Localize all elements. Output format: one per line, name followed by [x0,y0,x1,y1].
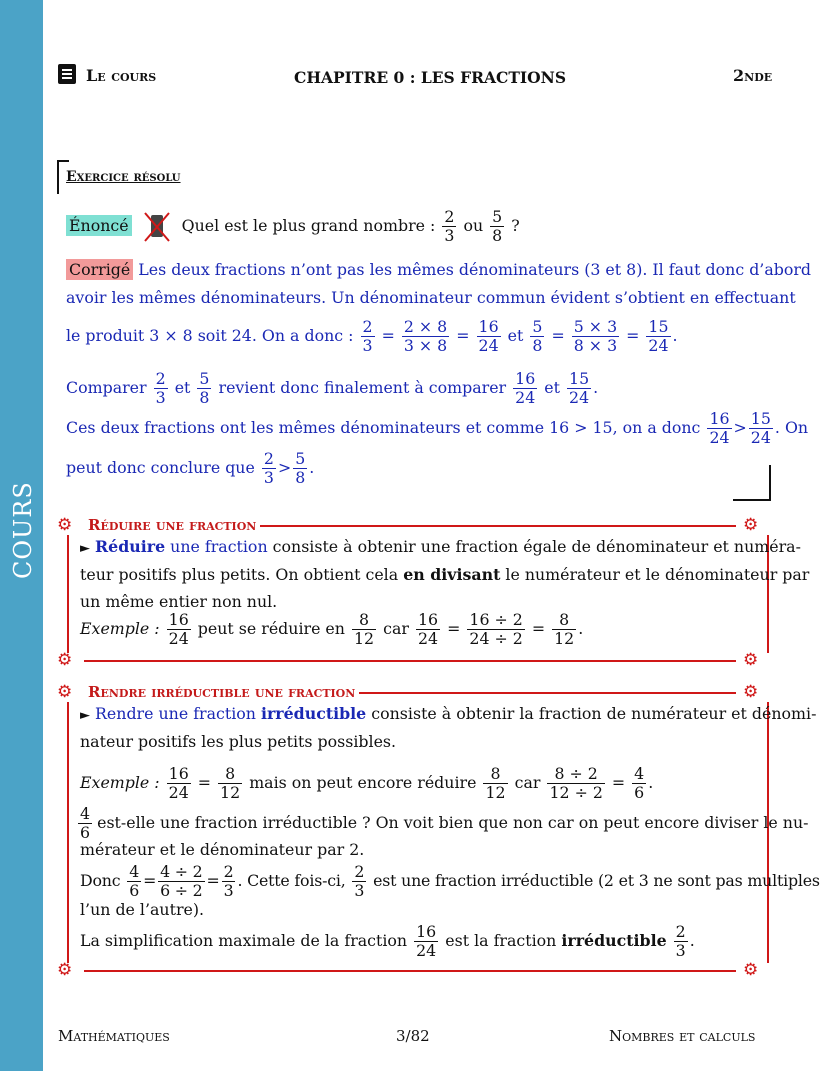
triangle-bullet-icon: ► [80,708,90,723]
fraction: $\frac{5}{8}$ [492,206,503,245]
box-corner-bottom [769,465,771,501]
section1-line-3: un même entier non nul. [80,592,278,611]
word-et: et [174,378,191,397]
term-irreductible: irréductible [260,704,367,723]
corrige-line-2: avoir les mêmes dénominateurs. Un dénominateur commun évident s’obtient en effectuant [66,288,796,307]
gear-icon: ⚙ [57,682,73,702]
section1-bottom-rule [84,660,736,662]
fraction: $\frac{8}{12}$ [220,763,241,802]
fraction: $\frac{2}{3}$ [155,368,166,407]
gear-icon: ⚙ [743,515,759,535]
section2-title: Rendre irréductible une fraction [84,683,359,701]
fraction: $\frac{8 \div 2}{12 \div 2}$ [549,763,603,802]
footer-left: Mathématiques [58,1027,170,1045]
section1-title: Réduire une fraction [84,516,260,534]
fraction: $\frac{4}{6}$ [634,763,645,802]
header-right: 2nde [733,66,773,85]
corrige-text-3: le produit 3 × 8 soit 24. On a donc : [66,326,354,345]
enonce-line [66,205,520,247]
fraction: $\frac{5 \times 3}{8 \times 3}$ [573,316,618,355]
section2-line-2: nateur positifs les plus petits possibles. [80,732,397,751]
box-corner-bottom-h [733,499,771,501]
section2-question-2: mérateur et le dénominateur par 2. [80,840,365,859]
corrige-line-6: peut donc conclure que $\frac{2}{3}$ > $\frac{5}{8}$ . [66,448,315,487]
fraction: $\frac{15}{24}$ [750,408,771,447]
book-icon [58,64,76,84]
term-reduire: Réduire [95,537,166,556]
fraction: $\frac{2 \times 8}{3 \times 8}$ [403,316,448,355]
corrige-line-4: Comparer $\frac{2}{3}$ et $\frac{5}{8}$ revient donc finalement à comparer $\frac{16}{24}$ et $\frac{15}{24}$ . [66,368,599,407]
fraction: $\frac{15}{24}$ [648,316,669,355]
section2-donc: Donc $\frac{4}{6}$ = $\frac{4 \div 2}{6 \div 2}$ = $\frac{2}{3}$ . Cette fois-ci, $\frac{2}{3}$ est une fraction irréductible (2 et 3 ne sont pas multiples [80,861,820,900]
section2-donc-2: l’un de l’autre). [80,900,205,919]
term-fraction: une fraction [170,537,268,556]
example-label: Exemple : [80,773,160,792]
fraction: $\frac{16}{24}$ [168,763,189,802]
question-text: Quel est le plus grand nombre : [181,216,436,235]
word-or: ou [463,216,484,235]
compare-text: Comparer [66,378,147,397]
section2-summary: La simplification maximale de la fraction $\frac{16}{24}$ est la fraction irréductible $\frac{2}{3}$ . [80,921,695,960]
question-mark: ? [511,216,520,235]
compare-text-2: revient donc finalement à comparer [218,378,507,397]
side-banner [0,0,43,1071]
fraction: $\frac{16}{24}$ [709,408,730,447]
fraction: $\frac{16}{24}$ [168,609,189,648]
fraction: $\frac{2}{3}$ [223,861,234,900]
fraction: $\frac{2}{3}$ [444,206,455,245]
corrige-line-1 [66,260,811,280]
fraction: $\frac{16}{24}$ [418,609,439,648]
gear-icon: ⚙ [743,682,759,702]
footer-right: Nombres et calculs [609,1027,756,1045]
section2-bottom-rule [84,970,736,972]
fraction: $\frac{4}{6}$ [80,803,91,842]
section1-example: Exemple : $\frac{16}{24}$ peut se réduire en $\frac{8}{12}$ car $\frac{16}{24}$ = $\frac{16 \div 2}{24 \div 2}$ = $\frac{8}{12}$ . [80,609,584,648]
box-corner-top-h [57,160,69,162]
fraction: $\frac{4}{6}$ [129,861,140,900]
side-banner-label: COURS [9,481,37,579]
box-corner-top [57,160,59,194]
fraction: $\frac{5}{8}$ [295,448,306,487]
page-number: 3/82 [396,1027,430,1045]
fraction: $\frac{15}{24}$ [569,368,590,407]
fraction: $\frac{2}{3}$ [263,448,274,487]
gear-icon: ⚙ [743,650,759,670]
fraction: $\frac{5}{8}$ [532,316,543,355]
no-calculator-icon [143,211,171,243]
section1-left-rule [67,535,69,653]
fraction: $\frac{2}{3}$ [354,861,365,900]
fraction: $\frac{2}{3}$ [362,316,373,355]
section2-example: Exemple : $\frac{16}{24}$ = $\frac{8}{12}$ mais on peut encore réduire $\frac{8}{12}$ car $\frac{8 \div 2}{12 \div 2}$ = $\frac{4}{6}$ . [80,763,654,802]
section1-text-1: consiste à obtenir une fraction égale de dénominateur et numéra- [272,537,801,556]
section1-line-2: teur positifs plus petits. On obtient cela en divisant le numérateur et le dénominateur par [80,565,810,584]
word-et: et [507,326,524,345]
enonce-label: Énoncé [66,215,132,236]
fraction: $\frac{2}{3}$ [675,921,686,960]
corrige-line-5: Ces deux fractions ont les mêmes dénominateurs et comme 16 > 15, on a donc $\frac{16}{24}$ > $\frac{15}{24}$ . On [66,408,809,447]
header-left: Le cours [86,66,157,85]
term-irreductible-2: irréductible [561,931,667,950]
word-et: et [544,378,560,397]
fraction: $\frac{8}{12}$ [554,609,575,648]
exercise-title: Exercice résolu [66,169,181,185]
corrige-label: Corrigé [66,259,133,280]
term-rendre: Rendre une fraction [95,704,256,723]
corrige-line-3: le produit 3 × 8 soit 24. On a donc : $\frac{2}{3}$ = $\frac{2 \times 8}{3 \times 8}$ = $\frac{16}{24}$ et $\frac{5}{8}$ = $\frac{5 \times 3}{8 \times 3}$ = $\frac{15}{24}$ . [66,316,678,355]
fraction: $\frac{16}{24}$ [416,921,437,960]
gear-icon: ⚙ [57,650,73,670]
fraction: $\frac{8}{12}$ [354,609,375,648]
gear-icon: ⚙ [57,960,73,980]
fraction: $\frac{4 \div 2}{6 \div 2}$ [160,861,203,900]
section2-question: $\frac{4}{6}$ est-elle une fraction irréductible ? On voit bien que non car on peut encore diviser le nu- [80,803,809,842]
corrige-text-1: Les deux fractions n’ont pas les mêmes dénominateurs (3 et 8). Il faut donc d’abord [138,260,812,279]
fraction: $\frac{16}{24}$ [478,316,499,355]
fraction: $\frac{16 \div 2}{24 \div 2}$ [469,609,523,648]
corrige-text-6: peut donc conclure que [66,458,255,477]
fraction: $\frac{5}{8}$ [199,368,210,407]
section2-left-rule [67,702,69,963]
gear-icon: ⚙ [743,960,759,980]
section1-line-1 [80,537,801,559]
chapter-title: CHAPITRE 0 : LES FRACTIONS [294,68,567,87]
example-label: Exemple : [80,619,160,638]
corrige-text-5: Ces deux fractions ont les mêmes dénominateurs et comme 16 > 15, on a donc [66,418,701,437]
triangle-bullet-icon: ► [80,541,90,556]
section2-line-1: ► Rendre une fraction irréductible consiste à obtenir la fraction de numérateur et dénomi- [80,704,817,723]
term-en-divisant: en divisant [403,565,501,584]
fraction: $\frac{8}{12}$ [485,763,506,802]
gear-icon: ⚙ [57,515,73,535]
fraction: $\frac{16}{24}$ [515,368,536,407]
